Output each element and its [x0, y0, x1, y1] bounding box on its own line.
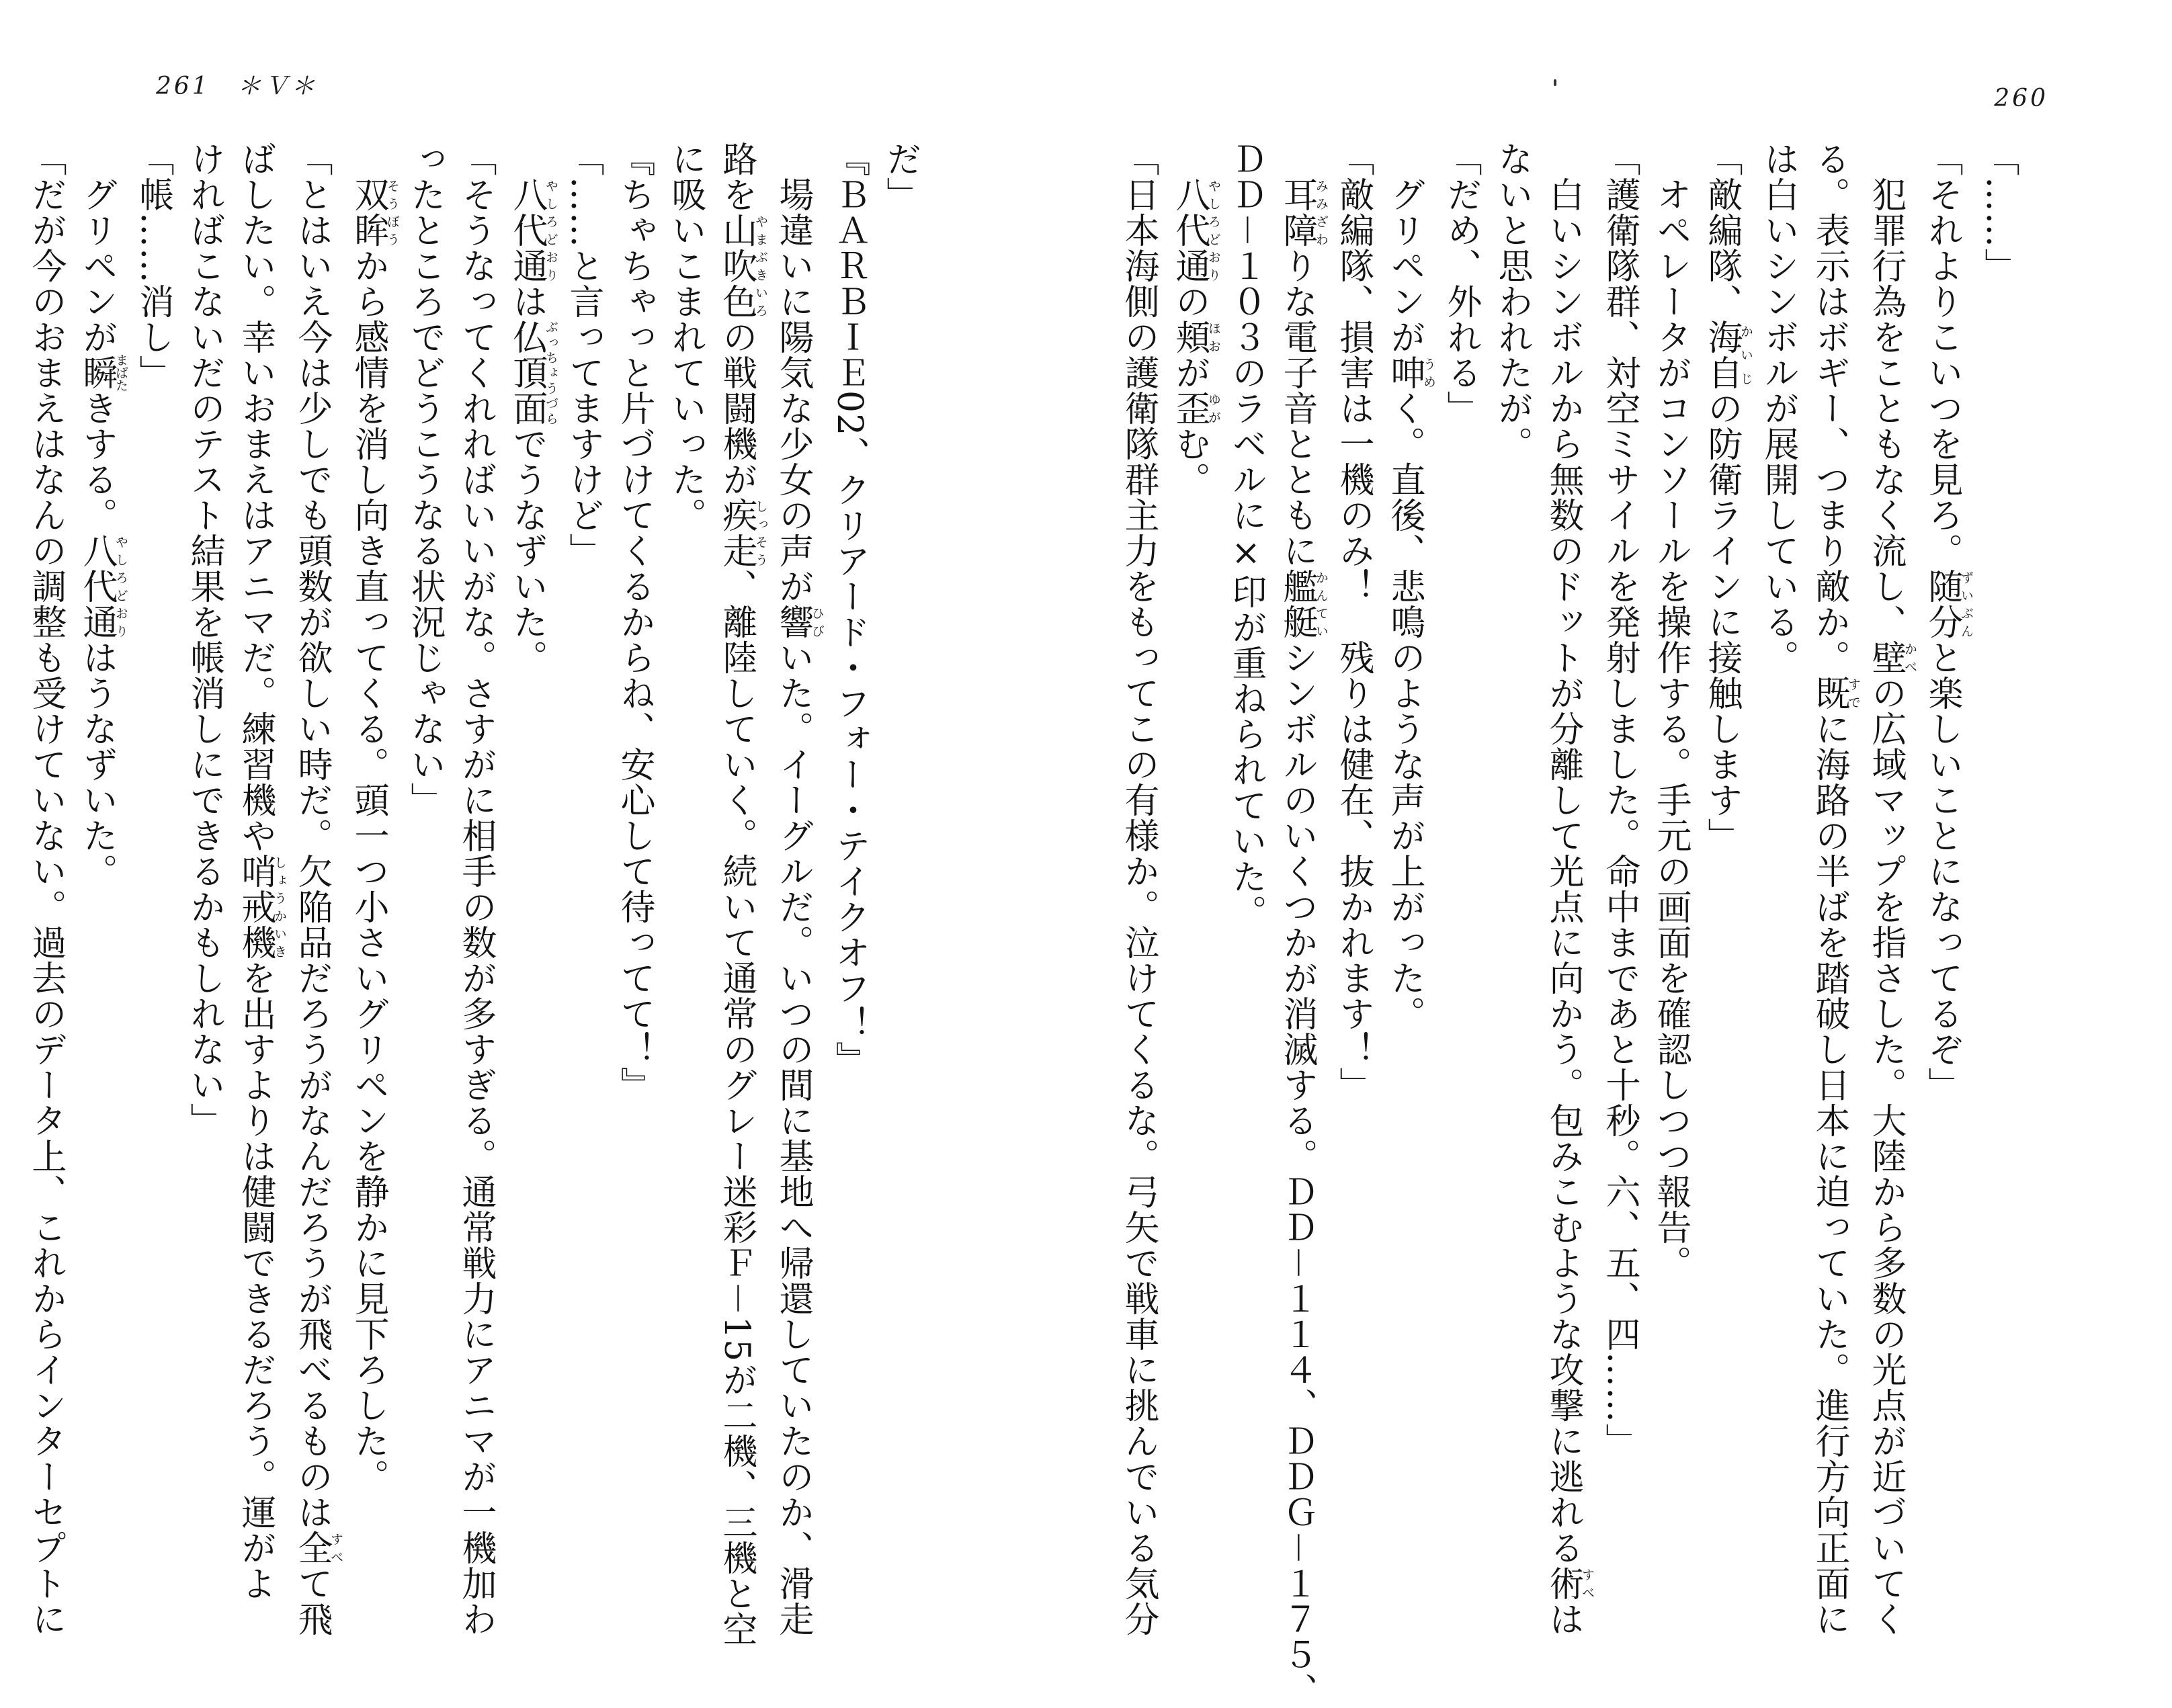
ruby-annotation: 八代通やしろどおり	[77, 533, 128, 640]
text-line: グリペンが呻うめく。直後、悲鳴のような声が上がった。	[1384, 141, 1436, 1031]
text-line: 耳障みみざわりな電子音とともに艦艇かんていシンボルのいくつかが消滅する。ＤＤ－１１４、ＤＤＧ－１７５、	[1277, 177, 1329, 1708]
text-line: 「護衛隊群、対空ミサイルを発射しました。命中まであと十秒。六、五、四……」	[1599, 141, 1640, 1459]
text-line: オペレータがコンソールを操作する。手元の画面を確認しつつ報告。	[1651, 141, 1691, 1281]
ruby-annotation: 既すで	[1809, 675, 1861, 711]
text-line: 「……」	[1978, 141, 2019, 284]
text-line: 路を山吹色やまぶきいろの戦闘機が疾走しっそう、離陸していく。続いて通常のグレー迷彩Ｆ－15が二機、三機と空	[716, 141, 768, 1648]
text-line: だ」	[880, 141, 921, 212]
text-line: 犯罪行為をこともなく流し、壁かべの広域マップを指さした。大陸から多数の光点が近づいてく	[1866, 141, 1917, 1637]
text-line: る。表示はボギー、つまり敵か。既すでに海路の半ばを踏破し日本に迫っていた。進行方向正面に	[1809, 141, 1861, 1637]
text-line: 「敵編隊、海自かいじの防衛ラインに接触します」	[1702, 141, 1753, 853]
ruby-annotation: 疾走しっそう	[716, 497, 768, 568]
text-line: 「そうなってくれればいいがな。さすがに相手の数が多すぎる。通常戦力にアニマが一機加わ	[456, 141, 496, 1637]
ruby-annotation: 瞬まばた	[77, 353, 128, 392]
text-line: 双眸そうぼうから感情を消し向き直ってくる。頭一つ小さいグリペンを静かに見下ろした。	[348, 177, 400, 1494]
text-line: 「敵編隊、損害は一機のみ！ 残りは健在、抜かれます！」	[1333, 141, 1374, 1103]
text-line: 八代通やしろどおりの頬ほおが歪ゆがむ。	[1169, 177, 1221, 497]
ruby-annotation: 双眸そうぼう	[348, 177, 400, 248]
ruby-annotation: 随分ずいぶん	[1922, 568, 1974, 640]
text-line: 『ちゃちゃっと片づけてくるからね、安心して待ってて！』	[614, 141, 655, 1103]
text-line: 「だが今のおまえはなんの調整も受けていない。過去のデータ上、これからインターセプトに	[26, 141, 66, 1637]
ruby-annotation: 壁かべ	[1866, 640, 1917, 675]
text-line: ＤＤ－１０３のラベルに×印が重ねられていた。	[1226, 141, 1266, 930]
text-line: 『ＢＡＲＢＩＥ02、クリアード・フォー・テイクオフ！』	[829, 141, 870, 1078]
text-line: に吸いこまれていった。	[665, 141, 706, 533]
text-line: ないと思われたが。	[1492, 141, 1532, 462]
ruby-annotation: 全すべ	[292, 1530, 343, 1566]
ruby-annotation: 山吹色やまぶきいろ	[716, 212, 768, 319]
ruby-annotation: 呻うめ	[1384, 355, 1436, 390]
ruby-annotation: 仏頂面ぶっちょうづら	[507, 319, 558, 426]
ruby-annotation: 艦艇かんてい	[1277, 568, 1329, 640]
left-page-text	[26, 141, 926, 1648]
ruby-annotation: 八代通やしろどおり	[507, 177, 558, 284]
left-page-folio: 261 ＊Ｖ＊	[156, 73, 318, 100]
text-line: 白いシンボルから無数のドットが分離して光点に向かう。包みこむような攻撃に逃れる術すべは	[1543, 141, 1595, 1637]
text-line: 「帳……消し」	[133, 141, 173, 390]
ruby-annotation: 術すべ	[1543, 1566, 1595, 1601]
ruby-annotation: 海自かいじ	[1702, 319, 1753, 390]
ruby-annotation: 哨戒機しょうかいき	[235, 853, 287, 960]
text-line: は白いシンボルが展開している。	[1758, 141, 1798, 675]
ruby-annotation: 響ひび	[773, 604, 825, 640]
print-speck	[1554, 79, 1556, 86]
text-line: 「……と言ってますけど」	[563, 141, 603, 568]
right-page-folio: 260	[1994, 85, 2048, 112]
ruby-annotation: 歪ゆが	[1169, 390, 1221, 426]
text-line: ければこないだのテスト結果を帳消しにできるかもしれない」	[184, 141, 224, 1138]
text-line: グリペンが瞬まばたきする。八代通やしろどおりはうなずいた。	[77, 141, 128, 889]
text-line: ったところでどうこうなる状況じゃない」	[405, 141, 445, 818]
right-page-text	[1118, 141, 2024, 1708]
ruby-annotation: 八代通やしろどおり	[1169, 177, 1221, 284]
text-line: 場違いに陽気な少女の声が響ひびいた。イーグルだ。いつの間に基地へ帰還していたのか、滑走	[773, 141, 825, 1637]
text-line: 「日本海側の護衛隊群主力をもってこの有様か。泣けてくるな。弓矢で戦車に挑んでいる気分	[1118, 141, 1159, 1637]
text-line: 八代通やしろどおりは仏頂面ぶっちょうづらでうなずいた。	[507, 177, 558, 675]
text-line: 「だめ、外れる」	[1441, 141, 1481, 426]
text-line: ばしたい。幸いおまえはアニマだ。練習機や哨戒機しょうかいきを出すよりは健闘できるだろう。運がよ	[235, 141, 287, 1601]
ruby-annotation: 頬ほお	[1169, 319, 1221, 355]
text-line: 「とはいえ今は少しでも頭数が欲しい時だ。欠陥品だろうがなんだろうが飛べるものは全すべて飛	[292, 141, 343, 1637]
text-line: 「それよりこいつを見ろ。随分ずいぶんと楽しいことになってるぞ」	[1922, 141, 1974, 1103]
ruby-annotation: 耳障みみざわ	[1277, 177, 1329, 248]
